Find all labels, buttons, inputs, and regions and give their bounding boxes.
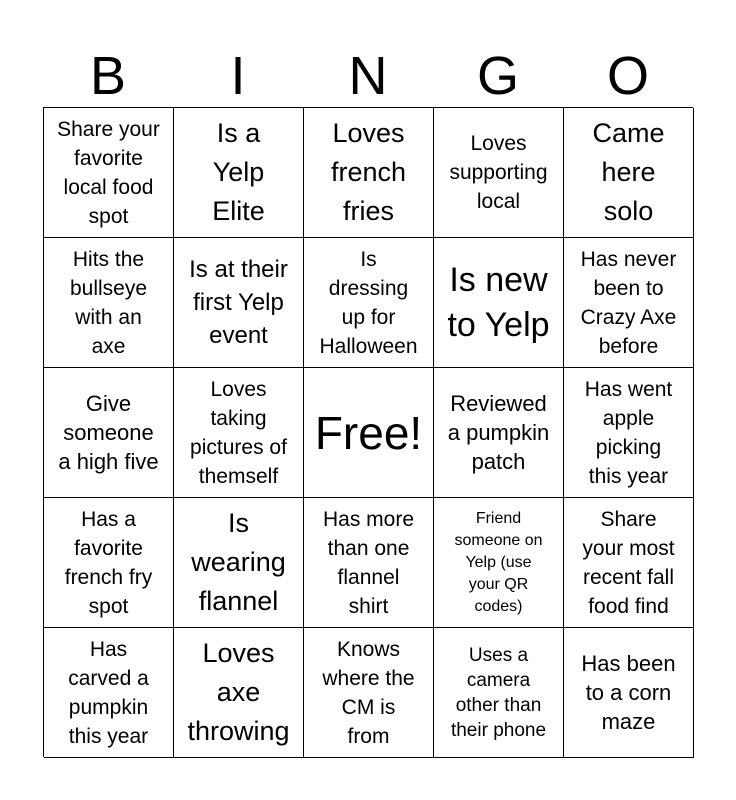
cell-text: Is at their first Yelp event [189, 256, 288, 349]
cell-text: Loves taking pictures of themself [190, 377, 287, 488]
cell-text: Friend someone on Yelp (use your QR codes) [454, 509, 543, 615]
bingo-cell[interactable] [174, 628, 304, 758]
bingo-cell[interactable] [44, 108, 174, 238]
bingo-card-grid [43, 107, 693, 757]
bingo-cell[interactable] [434, 498, 564, 628]
free-space-text: Free! [314, 406, 423, 459]
cell-text: Knows where the CM is from [322, 637, 415, 748]
cell-text: Is dressing up for Halloween [319, 247, 418, 358]
bingo-cell[interactable] [434, 368, 564, 498]
bingo-cell[interactable] [564, 238, 694, 368]
bingo-cell[interactable] [174, 238, 304, 368]
bingo-cell[interactable] [174, 108, 304, 238]
bingo-cell[interactable] [434, 628, 564, 758]
cell-text: Give someone a high five [58, 391, 159, 474]
cell-text: Reviewed a pumpkin patch [447, 391, 550, 474]
bingo-cell[interactable] [174, 498, 304, 628]
header-letter-b: B [89, 46, 127, 106]
bingo-cell[interactable] [304, 498, 434, 628]
cell-text: Has more than one flannel shirt [322, 507, 415, 618]
cell-text: Hits the bullseye with an axe [69, 247, 148, 358]
bingo-cell[interactable] [304, 628, 434, 758]
header-letter-o: O [606, 46, 649, 106]
bingo-cell[interactable] [564, 108, 694, 238]
bingo-cell[interactable] [434, 108, 564, 238]
cell-text: Has carved a pumpkin this year [68, 637, 149, 748]
cell-text: Is wearing flannel [191, 508, 286, 616]
cell-text: Share your favorite local food spot [57, 117, 160, 228]
cell-text: Loves axe throwing [187, 638, 290, 746]
cell-text: Uses a camera other than their phone [450, 644, 547, 741]
cell-text: Is new to Yelp [447, 260, 550, 344]
header-letter-g: G [476, 46, 519, 106]
bingo-cell[interactable] [174, 368, 304, 498]
bingo-cell[interactable] [564, 498, 694, 628]
cell-text: Is a Yelp Elite [212, 118, 265, 226]
cell-text: Has went apple picking this year [584, 377, 673, 488]
cell-text: Share your most recent fall food find [582, 507, 675, 618]
bingo-header [43, 44, 693, 108]
cell-text: Loves french fries [330, 118, 407, 226]
bingo-cell[interactable] [44, 628, 174, 758]
header-letter-n: N [348, 46, 388, 106]
free-space-cell[interactable] [304, 368, 434, 498]
cell-text: Came here solo [592, 118, 665, 226]
bingo-cell[interactable] [304, 238, 434, 368]
cell-text: Has never been to Crazy Axe before [580, 247, 677, 358]
bingo-cell[interactable] [44, 368, 174, 498]
bingo-cell[interactable] [44, 498, 174, 628]
cell-text: Loves supporting local [449, 132, 548, 213]
cell-text: Has a favorite french fry spot [64, 507, 153, 618]
bingo-cell[interactable] [564, 368, 694, 498]
bingo-cell[interactable] [304, 108, 434, 238]
bingo-cell[interactable] [44, 238, 174, 368]
bingo-cell[interactable] [564, 628, 694, 758]
cell-text: Has been to a corn maze [581, 651, 676, 734]
bingo-cell[interactable] [434, 238, 564, 368]
header-letter-i: I [230, 46, 246, 106]
